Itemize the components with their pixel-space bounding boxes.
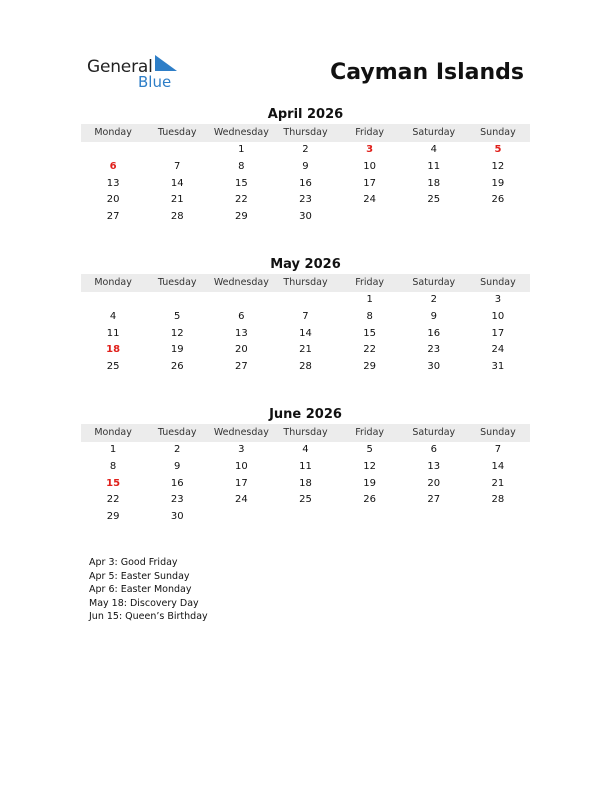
empty-day-cell <box>145 142 209 159</box>
day-cell: 18 <box>299 477 312 489</box>
day-cell: 6 <box>430 444 437 455</box>
day-cell: 29 <box>106 511 120 523</box>
holiday-day-cell: 6 <box>109 160 117 172</box>
day-cell: 31 <box>491 361 505 373</box>
month-title: June 2026 <box>269 407 342 422</box>
weekday-header-row <box>81 124 530 142</box>
day-cell: 14 <box>299 327 312 339</box>
day-cell: 22 <box>106 494 120 506</box>
day-cell: 9 <box>174 460 181 472</box>
day-cell: 11 <box>106 327 120 339</box>
weekday-label: Thursday <box>283 427 328 438</box>
empty-day-cell <box>209 292 273 309</box>
day-cell: 22 <box>363 344 376 356</box>
country-title: Cayman Islands <box>330 60 524 85</box>
day-cell: 14 <box>170 177 184 189</box>
day-cell: 25 <box>427 194 441 206</box>
day-cell: 6 <box>238 310 245 322</box>
day-cell: 30 <box>170 511 184 523</box>
weekday-label: Tuesday <box>157 277 197 288</box>
day-cell: 1 <box>366 294 373 305</box>
holiday-day-cell: 18 <box>106 344 121 356</box>
day-cell: 8 <box>238 160 245 172</box>
weekday-label: Tuesday <box>157 427 197 438</box>
day-cell: 21 <box>299 344 312 356</box>
day-cell: 7 <box>494 444 502 455</box>
day-cell: 24 <box>491 344 505 356</box>
day-cell: 18 <box>427 177 441 189</box>
day-cell: 16 <box>170 477 184 489</box>
day-cell: 15 <box>234 177 248 189</box>
day-cell: 20 <box>427 477 441 489</box>
day-cell: 19 <box>363 477 376 489</box>
empty-day-cell <box>81 142 145 159</box>
day-cell: 27 <box>234 361 248 373</box>
day-cell: 25 <box>106 361 120 373</box>
day-cell: 20 <box>234 344 248 356</box>
weekday-label: Tuesday <box>157 127 197 138</box>
day-cell: 23 <box>170 494 184 506</box>
month-title: April 2026 <box>267 107 344 122</box>
day-cell: 29 <box>363 361 376 373</box>
day-cell: 16 <box>299 177 312 189</box>
weekday-label: Saturday <box>412 427 456 438</box>
day-cell: 21 <box>170 194 184 206</box>
empty-day-cell <box>145 292 209 309</box>
day-cell: 24 <box>234 494 248 506</box>
day-cell: 19 <box>491 177 505 189</box>
day-cell: 3 <box>494 294 502 305</box>
day-cell: 9 <box>430 310 437 322</box>
day-cell: 30 <box>427 361 441 373</box>
day-cell: 5 <box>366 444 373 455</box>
day-cell: 28 <box>299 361 312 373</box>
empty-day-cell <box>273 292 337 309</box>
day-cell: 1 <box>109 444 117 455</box>
day-cell: 17 <box>363 177 376 189</box>
day-cell: 13 <box>106 177 120 189</box>
day-cell: 17 <box>234 477 248 489</box>
day-cell: 27 <box>106 211 120 223</box>
day-cell: 11 <box>427 160 441 172</box>
day-cell: 7 <box>174 160 181 172</box>
weekday-label: Thursday <box>283 127 328 138</box>
day-cell: 4 <box>430 144 437 155</box>
day-cell: 10 <box>363 160 376 172</box>
holiday-item: Jun 15: Queen’s Birthday <box>89 611 208 622</box>
holiday-day-cell: 15 <box>106 477 121 489</box>
day-cell: 28 <box>491 494 505 506</box>
month-calendar <box>81 406 530 526</box>
day-cell: 26 <box>491 194 505 206</box>
holiday-day-cell: 3 <box>366 144 374 155</box>
day-cell: 25 <box>299 494 312 506</box>
day-cell: 4 <box>302 444 309 455</box>
empty-day-cell <box>81 292 145 309</box>
day-cell: 17 <box>491 327 505 339</box>
month-calendar <box>81 106 530 226</box>
day-cell: 10 <box>234 460 248 472</box>
day-cell: 14 <box>491 460 505 472</box>
day-cell: 9 <box>302 160 309 172</box>
day-cell: 12 <box>170 327 184 339</box>
weekday-header-row <box>81 274 530 292</box>
day-cell: 11 <box>299 460 312 472</box>
day-cell: 29 <box>234 211 248 223</box>
day-cell: 24 <box>363 194 376 206</box>
day-cell: 20 <box>106 194 120 206</box>
day-cell: 15 <box>363 327 376 339</box>
weekday-label: Wednesday <box>213 277 269 288</box>
day-cell: 22 <box>234 194 248 206</box>
weekday-label: Wednesday <box>213 127 269 138</box>
day-cell: 1 <box>238 144 245 155</box>
day-cell: 12 <box>491 160 505 172</box>
day-cell: 8 <box>109 460 117 472</box>
month-title: May 2026 <box>270 257 341 272</box>
day-cell: 26 <box>170 361 184 373</box>
weekday-label: Saturday <box>412 127 456 138</box>
day-cell: 8 <box>366 310 373 322</box>
weekday-label: Friday <box>355 127 385 138</box>
month-calendar <box>81 256 530 376</box>
weekday-label: Monday <box>94 427 132 438</box>
day-cell: 26 <box>363 494 376 506</box>
generalblue-logo <box>87 55 182 91</box>
day-cell: 13 <box>427 460 441 472</box>
holiday-day-cell: 5 <box>494 144 502 155</box>
day-cell: 4 <box>109 310 117 322</box>
day-cell: 23 <box>427 344 441 356</box>
day-cell: 2 <box>302 144 309 155</box>
holiday-item: May 18: Discovery Day <box>89 597 199 609</box>
day-grid <box>81 142 530 226</box>
weekday-label: Monday <box>94 127 132 138</box>
weekday-label: Sunday <box>480 127 516 138</box>
weekday-label: Saturday <box>412 277 456 288</box>
weekday-label: Friday <box>355 427 385 438</box>
day-cell: 2 <box>430 294 437 305</box>
day-cell: 12 <box>363 460 376 472</box>
day-cell: 27 <box>427 494 441 506</box>
weekday-label: Wednesday <box>213 427 269 438</box>
weekday-label: Sunday <box>480 427 516 438</box>
logo-text-blue: Blue <box>138 73 172 91</box>
weekday-label: Thursday <box>283 277 328 288</box>
weekday-label: Friday <box>355 277 385 288</box>
day-cell: 2 <box>174 444 181 455</box>
weekday-label: Monday <box>94 277 132 288</box>
holiday-list <box>89 556 208 624</box>
day-cell: 23 <box>299 194 312 206</box>
day-cell: 10 <box>491 310 505 322</box>
day-cell: 5 <box>174 310 181 322</box>
logo-text-general: General <box>87 57 153 77</box>
day-cell: 28 <box>170 211 184 223</box>
logo-triangle-icon <box>155 55 177 71</box>
day-cell: 16 <box>427 327 441 339</box>
day-grid <box>81 442 530 526</box>
day-grid <box>81 292 530 376</box>
weekday-header-row <box>81 424 530 442</box>
day-cell: 19 <box>170 344 184 356</box>
holiday-item: Apr 5: Easter Sunday <box>89 570 190 582</box>
day-cell: 21 <box>491 477 505 489</box>
holiday-item: Apr 6: Easter Monday <box>89 584 192 595</box>
holiday-item: Apr 3: Good Friday <box>89 557 178 568</box>
day-cell: 3 <box>238 444 245 455</box>
day-cell: 7 <box>302 310 309 322</box>
day-cell: 30 <box>299 211 312 223</box>
day-cell: 13 <box>234 327 248 339</box>
weekday-label: Sunday <box>480 277 516 288</box>
